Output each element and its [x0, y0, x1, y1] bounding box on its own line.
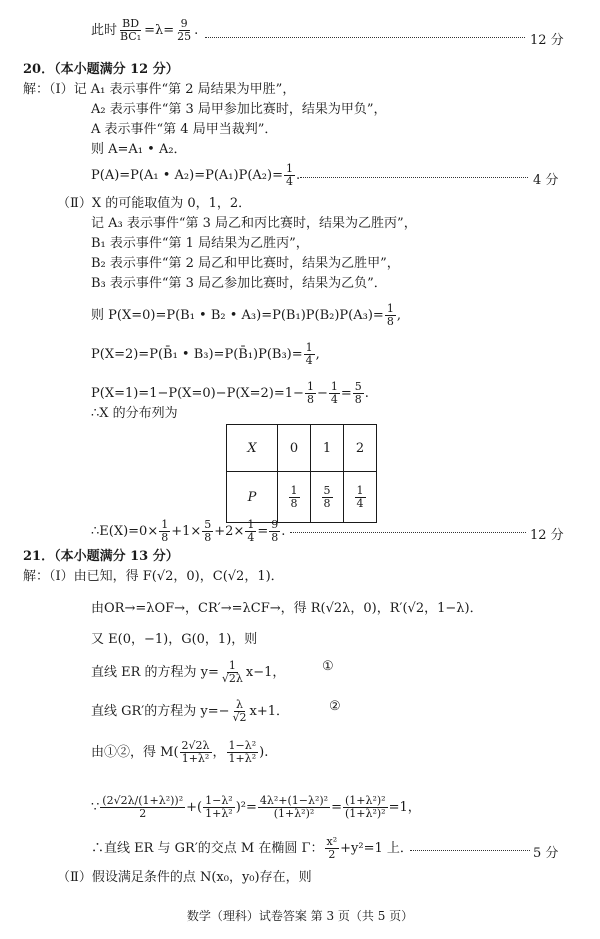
fraction: $\frac{5}{8}$: [323, 483, 331, 510]
table-row: [227, 425, 377, 472]
equation-line-2: 直线 GR′的方程为 y=− $\frac{\lambda}{√2}$ x+1．: [91, 698, 290, 724]
table-cell: 2: [344, 425, 377, 472]
text-line: 记 A₃ 表示事件“第 3 局乙和丙比赛时，结果为乙胜丙”，: [91, 216, 417, 231]
fraction: $\frac{1}{8}$: [386, 302, 394, 328]
text-line: A₂ 表示事件“第 3 局甲参加比赛时，结果为甲负”，: [91, 102, 387, 117]
dotted-leader: [410, 850, 530, 851]
table-row: [227, 472, 377, 523]
fraction: $\frac{1}{8}$: [290, 483, 298, 510]
formula-line: P(X=2)=P(B̄₁ • B₃)=P(B̄₁)P(B₃)= $\frac{1}{4}$ ,: [91, 341, 320, 367]
dotted-leader: [205, 37, 525, 38]
text-line: B₂ 表示事件“第 2 局乙和甲比赛时，结果为乙胜甲”，: [91, 256, 400, 271]
fraction: $\frac{1}{4}$: [330, 380, 338, 406]
formula-line: 则 P(X=0)=P(B₁ • B₂ • A₃)=P(B₁)P(B₂)P(A₃)= $\frac{1}{8}$ ,: [91, 302, 401, 328]
fraction: $\frac{9}{25}$: [177, 17, 192, 43]
conclusion-line: ∴直线 ER 与 GR′的交点 M 在椭圆 Γ： $\frac{\text{x²}}{2}$ +y²=1 上．: [91, 835, 413, 861]
score-label: 12 分: [530, 528, 564, 543]
ratio-line: 此时 $\frac{BD}{\text{BC₁}}$ =λ= $\frac{9}{25}$ .: [91, 17, 199, 43]
score-label: 4 分: [533, 173, 559, 188]
table-cell: [311, 472, 344, 523]
fraction: $\frac{1}{4}$: [247, 518, 255, 544]
table-cell: [344, 472, 377, 523]
text-line: 解：（Ⅰ）记 A₁ 表示事件“第 2 局结果为甲胜”，: [23, 82, 296, 97]
fraction: $\frac{1}{8}$: [161, 518, 169, 544]
fraction: $\frac{\text{1−λ²}}{\text{1+λ²}}$: [205, 794, 233, 820]
formula-line: P(A)=P(A₁ • A₂)=P(A₁)P(A₂)= $\frac{1}{4}$ .: [91, 162, 301, 188]
score-label: 12 分: [530, 33, 564, 48]
text-line: 解：（Ⅰ）由已知，得 F(√2，0)，C(√2，1)．: [23, 569, 284, 584]
fraction: $\frac{1}{4}$: [305, 341, 313, 367]
equation-line-1: 直线 ER 的方程为 y= $\frac{1}{√2\lambda}$ x−1，: [91, 659, 286, 685]
text-line: B₃ 表示事件“第 3 局乙参加比赛时，结果为乙负”．: [91, 276, 387, 291]
problem-20-heading: 20．（本小题满分 12 分）: [23, 62, 179, 77]
table-cell: P: [227, 472, 278, 523]
table-cell: 0: [278, 425, 311, 472]
fraction: $\frac{\text{4λ²+(1−λ²)²}}{\text{(1+λ²)²}}$: [259, 794, 329, 820]
fraction: $\frac{5}{8}$: [204, 518, 212, 544]
equation-tag: ②: [329, 699, 341, 714]
fraction: $\frac{1}{4}$: [285, 162, 293, 188]
fraction: $\frac{\lambda}{√2}$: [232, 698, 247, 724]
text-line: 则 A=A₁ • A₂．: [91, 142, 187, 157]
intersection-line: 由①②，得 M( $\frac{2√2\lambda}{\text{1+λ²}}$ ， $\frac{\text{1−λ²}}{\text{1+λ²}}$ ).: [91, 739, 269, 765]
dotted-leader: [300, 177, 528, 178]
table-cell: X: [227, 425, 278, 472]
equation-tag: ①: [322, 659, 334, 674]
table-cell: [278, 472, 311, 523]
fraction: $\frac{2√2\lambda}{\text{1+λ²}}$: [181, 739, 210, 765]
fraction: $\frac{\text{x²}}{2}$: [326, 835, 338, 861]
text-line: 由OR→=λOF→，CR′→=λCF→，得 R(√2λ，0)，R′(√2，1−λ)．: [91, 601, 483, 616]
table-cell: 1: [311, 425, 344, 472]
text-line: B₁ 表示事件“第 1 局结果为乙胜丙”，: [91, 236, 309, 251]
fraction: $\frac{\text{(1+λ²)²}}{\text{(1+λ²)²}}$: [345, 794, 386, 820]
text-line: （Ⅱ）假设满足条件的点 N(x₀，y₀)存在，则: [57, 870, 312, 885]
page-footer: 数学（理科）试卷答案 第 3 页（共 5 页）: [186, 909, 414, 923]
text: 此时: [91, 23, 118, 38]
verification-line: ∵ $\frac{\text{(2√2λ/(1+λ²))²}}{2}$ +( $\frac{\text{1−λ²}}{\text{1+λ²}}$ )²= $\frac{\text{4λ²+(1−λ²)²}}{\text{(1+λ²)²}}$ = $\frac{\text{(1+λ²)²}}{\text{(1+λ²)²}}$ =1，: [91, 794, 421, 820]
fraction: $\frac{\text{(2√2λ/(1+λ²))²}}{2}$: [102, 794, 184, 820]
text-line: 又 E(0，−1)，G(0，1)，则: [91, 632, 258, 647]
fraction: $\frac{\text{1−λ²}}{\text{1+λ²}}$: [228, 739, 257, 765]
fraction: $\frac{1}{8}$: [306, 380, 314, 406]
distribution-table: [226, 424, 377, 523]
fraction: $\frac{9}{8}$: [271, 518, 279, 544]
text-line: A 表示事件“第 4 局甲当裁判”．: [91, 122, 278, 137]
fraction: $\frac{BD}{\text{BC₁}}$: [120, 17, 142, 43]
fraction: $\frac{1}{√2\lambda}$: [221, 659, 243, 685]
formula-line: P(X=1)=1−P(X=0)−P(X=2)=1− $\frac{1}{8}$ − $\frac{1}{4}$ = $\frac{5}{8}$ .: [91, 380, 369, 406]
dotted-leader: [290, 532, 526, 533]
fraction: $\frac{5}{8}$: [354, 380, 362, 406]
score-label: 5 分: [533, 846, 559, 861]
problem-21-heading: 21．（本小题满分 13 分）: [23, 549, 179, 564]
text-line: （Ⅱ）X 的可能取值为 0，1，2．: [57, 196, 252, 211]
fraction: $\frac{1}{4}$: [356, 483, 364, 510]
expectation-line: ∴E(X)=0× $\frac{1}{8}$ +1× $\frac{5}{8}$ +2× $\frac{1}{4}$ = $\frac{9}{8}$ .: [91, 518, 286, 544]
text-line: ∴X 的分布列为: [91, 406, 178, 421]
